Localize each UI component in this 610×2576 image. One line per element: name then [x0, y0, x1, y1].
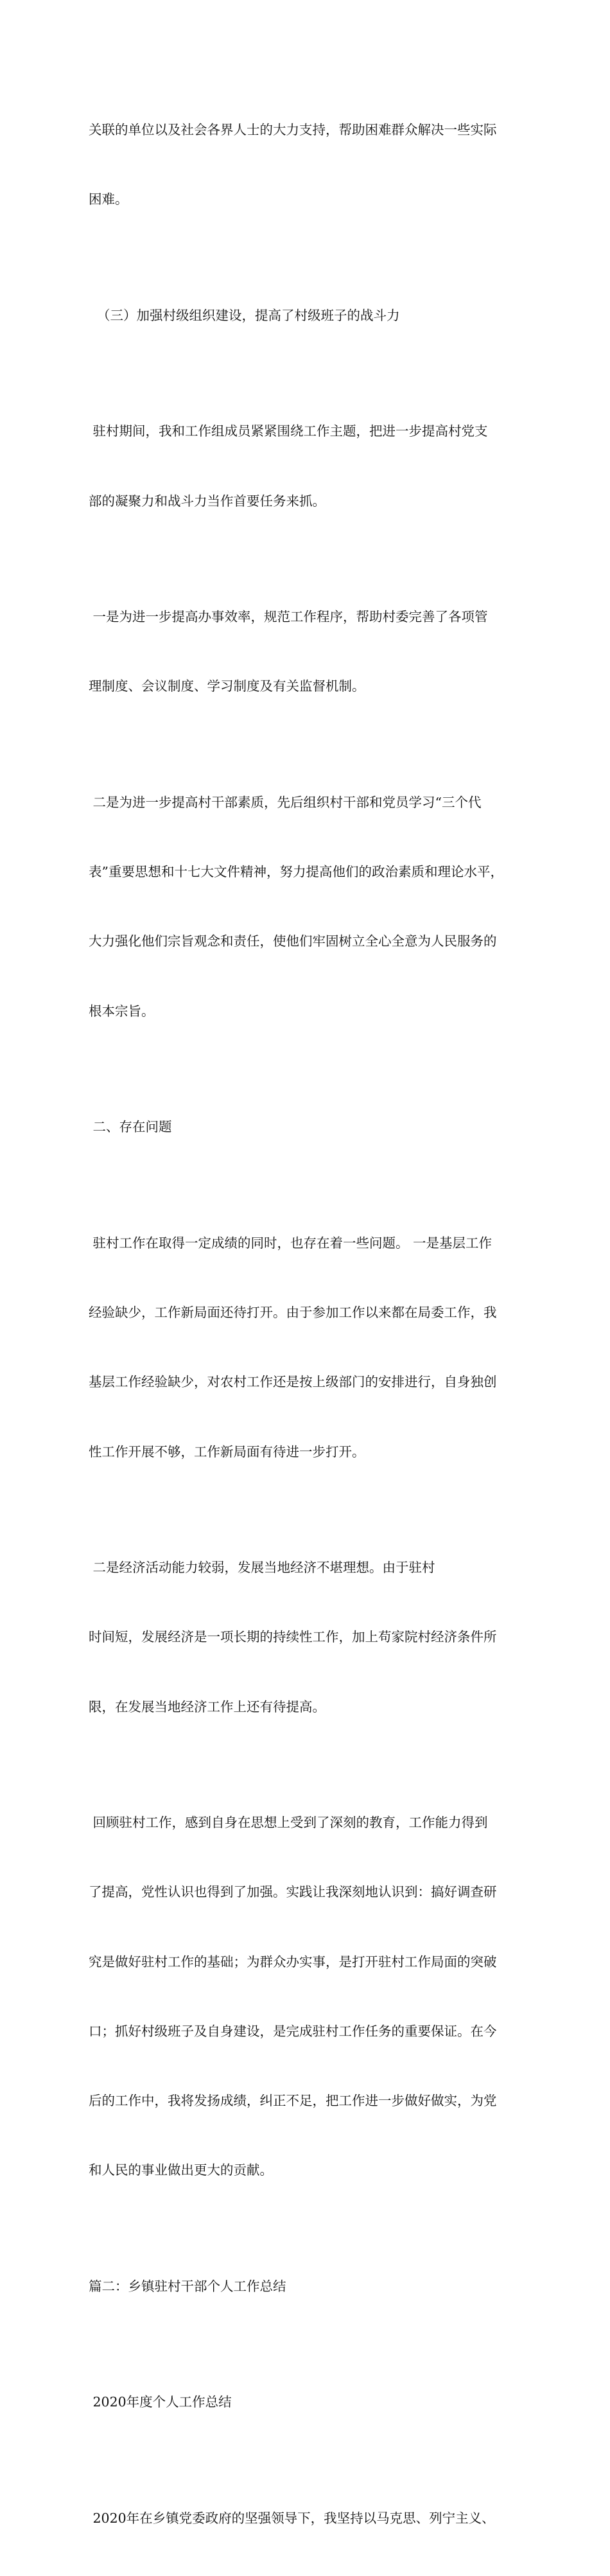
- text-line: （三）加强村级组织建设，提高了村级班子的战斗力: [89, 307, 400, 323]
- text-line: 理制度、会议制度、学习制度及有关监督机制。: [89, 678, 365, 694]
- text-line: 了提高，党性认识也得到了加强。实践让我深刻地认识到：搞好调查研: [89, 1884, 497, 1900]
- text-line: 篇二：乡镇驻村干部个人工作总结: [89, 2278, 286, 2294]
- text-line: 根本宗旨。: [89, 1003, 155, 1019]
- text-line: 二是为进一步提高村干部素质，先后组织村干部和党员学习“三个代: [89, 794, 482, 810]
- text-line: 驻村期间，我和工作组成员紧紧围绕工作主题，把进一步提高村党支: [89, 423, 488, 439]
- text-line: 限，在发展当地经济工作上还有待提高。: [89, 1698, 326, 1715]
- text-line: 和人民的事业做出更大的贡献。: [89, 2162, 273, 2178]
- document-page: [89, 72, 525, 2576]
- text-line: 部的凝聚力和战斗力当作首要任务来抓。: [89, 493, 326, 509]
- paragraph: [89, 1765, 525, 2228]
- text-line: 一是为进一步提高办事效率，规范工作程序，帮助村委完善了各项管: [89, 609, 488, 625]
- text-line: 表”重要思想和十七大文件精神，努力提高他们的政治素质和理论水平，: [89, 864, 503, 880]
- text-line: 口；抓好村级班子及自身建设，是完成驻村工作任务的重要保证。在今: [89, 2023, 497, 2039]
- text-line: 二、存在问题: [89, 1119, 172, 1135]
- text-line: 大力强化他们宗旨观念和责任，使他们牢固树立全心全意为人民服务的: [89, 933, 497, 949]
- text-line: 困难。: [89, 191, 128, 207]
- text-line: 时间短，发展经济是一项长期的持续性工作，加上苟家院村经济条件所: [89, 1629, 497, 1645]
- section-heading: [89, 258, 525, 373]
- text-line: 驻村工作在取得一定成绩的同时，也存在着一些问题。 一是基层工作: [89, 1235, 492, 1251]
- paragraph: [89, 1185, 525, 1510]
- paragraph: [89, 745, 525, 1069]
- text-line: 究是做好驻村工作的基础；为群众办实事，是打开驻村工作局面的突破: [89, 1954, 497, 1970]
- text-line: 性工作开展不够，工作新局面有待进一步打开。: [89, 1443, 365, 1460]
- section-heading: [89, 1069, 525, 1185]
- paragraph: [89, 559, 525, 745]
- article-title: [89, 2228, 525, 2344]
- paragraph: [89, 2460, 525, 2576]
- paragraph: [89, 72, 525, 258]
- subtitle: [89, 2344, 525, 2460]
- paragraph: [89, 373, 525, 559]
- text-line: 经验缺少，工作新局面还待打开。由于参加工作以来都在局委工作，我: [89, 1304, 497, 1320]
- text-line: 2020年度个人工作总结: [89, 2394, 232, 2410]
- text-line: 关联的单位以及社会各界人士的大力支持，帮助困难群众解决一些实际: [89, 122, 497, 138]
- text-line: 回顾驻村工作，感到自身在思想上受到了深刻的教育，工作能力得到: [89, 1815, 488, 1831]
- text-line: 基层工作经验缺少，对农村工作还是按上级部门的安排进行，自身独创: [89, 1374, 497, 1390]
- text-line: 后的工作中，我将发扬成绩，纠正不足，把工作进一步做好做实，为党: [89, 2093, 497, 2109]
- text-line: 二是经济活动能力较弱，发展当地经济不堪理想。由于驻村: [89, 1560, 435, 1575]
- paragraph: [89, 1510, 525, 1765]
- text-line: 2020年在乡镇党委政府的坚强领导下，我坚持以马克思、列宁主义、: [89, 2510, 495, 2526]
